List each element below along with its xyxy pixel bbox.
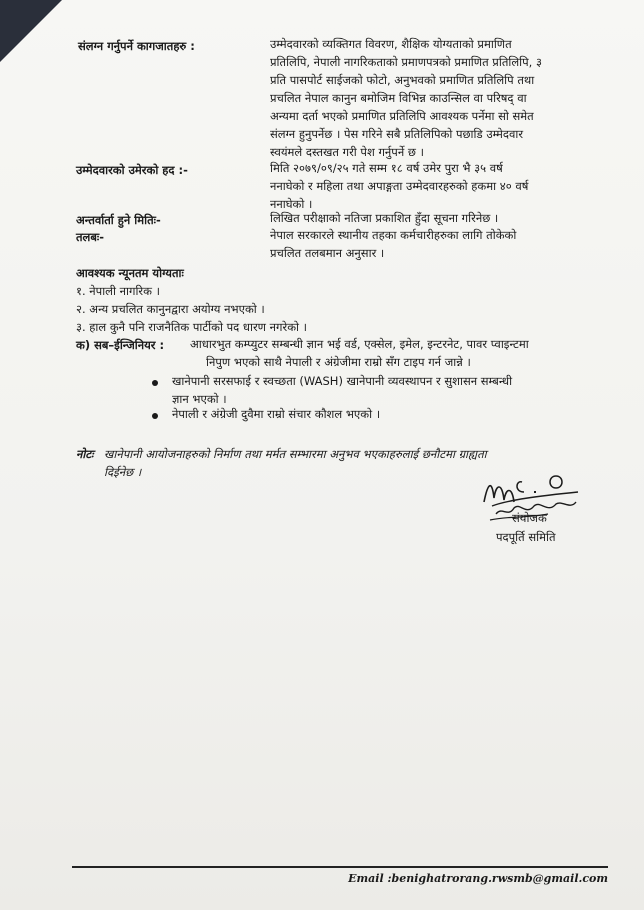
note-line: दिईनेछ । [104, 465, 142, 479]
attachments-line: अन्यमा दर्ता भएको प्रमाणित प्रतिलिपि आवश्यक पर्नेमा सो समेत [270, 109, 534, 123]
salary-line: नेपाल सरकारले स्थानीय तहका कर्मचारीहरुका लागि तोकेको [270, 228, 517, 242]
sub-engineer-label: क) सब–ईन्जिनियर : [76, 338, 165, 352]
attachments-line: स्वयंमले दस्तखत गरी पेश गर्नुपर्ने छ । [270, 145, 424, 159]
scan-corner-shadow [0, 0, 62, 62]
qualification-item: १. नेपाली नागरिक । [76, 284, 160, 298]
interview-text: लिखित परीक्षाको नतिजा प्रकाशित हुँदा सूचना गरिनेछ । [270, 211, 499, 225]
attachments-line: प्रतिलिपि, नेपाली नागरिकताको प्रमाणपत्रको प्रमाणित प्रतिलिपि, ३ [270, 55, 542, 69]
note-line: खानेपानी आयोजनाहरुको निर्माण तथा मर्मत सम्भारमा अनुभव भएकाहरुलाई छनौटमा ग्राह्यता [104, 447, 487, 461]
signature-role: संयोजक [512, 511, 547, 525]
age-limit-line: ननाघेको । [270, 197, 313, 211]
age-limit-line: मिति २०७९/०९/२५ गते सम्म १८ वर्ष उमेर पुरा भै ३५ वर्ष [270, 161, 503, 175]
min-qualification-heading: आवश्यक न्यूनतम योग्यताः [76, 266, 184, 280]
sub-engineer-line: निपुण भएको साथै नेपाली र अंग्रेजीमा राम्रो सँग टाइप गर्न जान्ने । [206, 355, 471, 369]
sub-engineer-bullet-line: खानेपानी सरसफाई र स्वच्छता (WASH) खानेपानी व्यवस्थापन र सुशासन सम्बन्धी [172, 374, 513, 388]
sub-engineer-bullet-line: नेपाली र अंग्रेजी दुवैमा राम्रो संचार कौशल भएको । [172, 407, 381, 421]
bullet-icon [152, 380, 158, 386]
attachments-line: संलग्न हुनुपर्नेछ । पेस गरिने सबै प्रतिलिपिको पछाडि उम्मेदवार [270, 127, 524, 141]
note-label: नोटः [76, 447, 94, 461]
footer-divider [72, 866, 608, 868]
qualification-item: २. अन्य प्रचलित कानुनद्वारा अयोग्य नभएको । [76, 302, 265, 316]
signature-committee: पदपूर्ति समिति [496, 530, 556, 544]
sub-engineer-line: आधारभुत कम्प्युटर सम्बन्धी ज्ञान भई वर्ड, एक्सेल, इमेल, इन्टरनेट, पावर प्वाइन्टमा [190, 337, 529, 351]
bullet-icon [152, 413, 158, 419]
footer-email: Email :benighatrorang.rwsmb@gmail.com [348, 872, 608, 885]
attachments-line: प्रति पासपोर्ट साईजको फोटो, अनुभवको प्रमाणित प्रतिलिपि तथा [270, 73, 535, 87]
qualification-item: ३. हाल कुनै पनि राजनैतिक पार्टीको पद धारण नगरेको । [76, 320, 308, 334]
age-limit-label: उम्मेदवारको उमेरको हद :- [76, 163, 188, 177]
age-limit-line: ननाघेको र महिला तथा अपाङ्गता उम्मेदवारहरुको हकमा ४० वर्ष [270, 179, 529, 193]
attachments-label: संलग्न गर्नुपर्ने कागजातहरु : [78, 39, 195, 53]
sub-engineer-bullet-line: ज्ञान भएको । [172, 392, 227, 406]
interview-label: अन्तर्वार्ता हुने मितिः- [76, 213, 161, 227]
attachments-line: उम्मेदवारको व्यक्तिगत विवरण, शैक्षिक योग्यताको प्रमाणित [270, 37, 512, 51]
salary-line: प्रचलित तलबमान अनुसार । [270, 246, 385, 260]
salary-label: तलबः- [76, 230, 105, 244]
attachments-line: प्रचलित नेपाल कानुन बमोजिम विभिन्न काउन्सिल वा परिषद् वा [270, 91, 527, 105]
